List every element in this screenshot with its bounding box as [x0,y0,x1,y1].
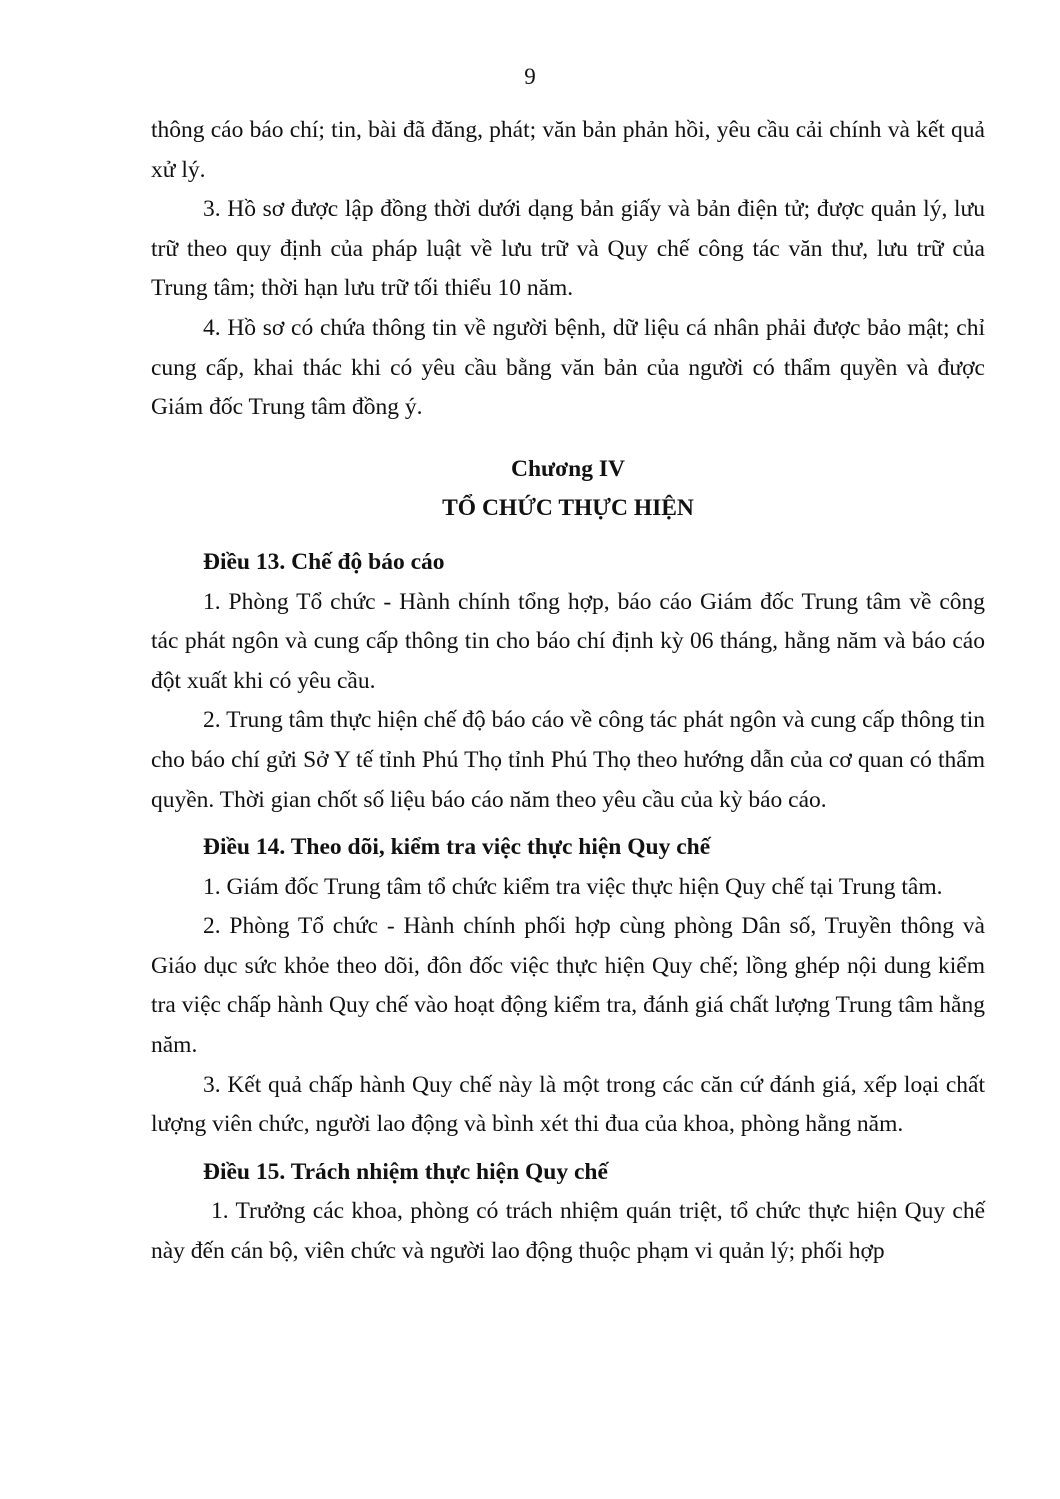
page-number: 9 [524,64,536,89]
article-13-clause-2: 2. Trung tâm thực hiện chế độ báo cáo về công tác phát ngôn và cung cấp thông tin cho báo chí gửi Sở Y tế tỉnh Phú Thọ tỉnh Phú Thọ theo hướng dẫn của cơ quan có thẩm quyền. Thời gian chốt số liệu báo cáo năm theo yêu cầu của kỳ báo cáo. [151,707,985,813]
paragraph-clause-4: 4. Hồ sơ có chứa thông tin về người bệnh, dữ liệu cá nhân phải được bảo mật; chỉ cung cấp, khai thác khi có yêu cầu bằng văn bản của người có thẩm quyền và được Giám đốc Trung tâm đồng ý. [151,314,985,421]
article-15-clause-1: 1. Trưởng các khoa, phòng có trách nhiệm quán triệt, tổ chức thực hiện Quy chế này đến cán bộ, viên chức và người lao động thuộc phạm vi quản lý; phối hợp [151,1198,985,1265]
paragraph-continuation: thông cáo báo chí; tin, bài đã đăng, phát; văn bản phản hồi, yêu cầu cải chính và kết quả xử lý. [151,117,985,183]
article-13-clause-1: 1. Phòng Tổ chức - Hành chính tổng hợp, báo cáo Giám đốc Trung tâm về công tác phát ngôn và cung cấp thông tin cho báo chí định kỳ 06 tháng, hằng năm và báo cáo đột xuất khi có yêu cầu. [151,588,985,694]
article-14-heading: Điều 14. Theo dõi, kiểm tra việc thực hiện Quy chế [203,834,711,861]
document-body [151,111,985,1272]
paragraph-clause-3: 3. Hồ sơ được lập đồng thời dưới dạng bản giấy và bản điện tử; được quản lý, lưu trữ theo quy định của pháp luật về lưu trữ và Quy chế công tác văn thư, lưu trữ của Trung tâm; thời hạn lưu trữ tối thiểu 10 năm. [151,196,985,302]
chapter-subtitle: TỔ CHỨC THỰC HIỆN [442,495,694,522]
article-15-heading: Điều 15. Trách nhiệm thực hiện Quy chế [203,1158,608,1185]
article-14-clause-2: 2. Phòng Tổ chức - Hành chính phối hợp cùng phòng Dân số, Truyền thông và Giáo dục sức khỏe theo dõi, đôn đốc việc thực hiện Quy chế; lồng ghép nội dung kiểm tra việc chấp hành Quy chế vào hoạt động kiểm tra, đánh giá chất lượng Trung tâm hằng năm. [151,913,985,1059]
chapter-title: Chương IV [511,455,625,482]
article-13-heading: Điều 13. Chế độ báo cáo [203,548,445,575]
article-14-clause-1: 1. Giám đốc Trung tâm tổ chức kiểm tra việc thực hiện Quy chế tại Trung tâm. [203,873,943,900]
article-14-clause-3: 3. Kết quả chấp hành Quy chế này là một trong các căn cứ đánh giá, xếp loại chất lượng viên chức, người lao động và bình xét thi đua của khoa, phòng hằng năm. [151,1071,985,1138]
